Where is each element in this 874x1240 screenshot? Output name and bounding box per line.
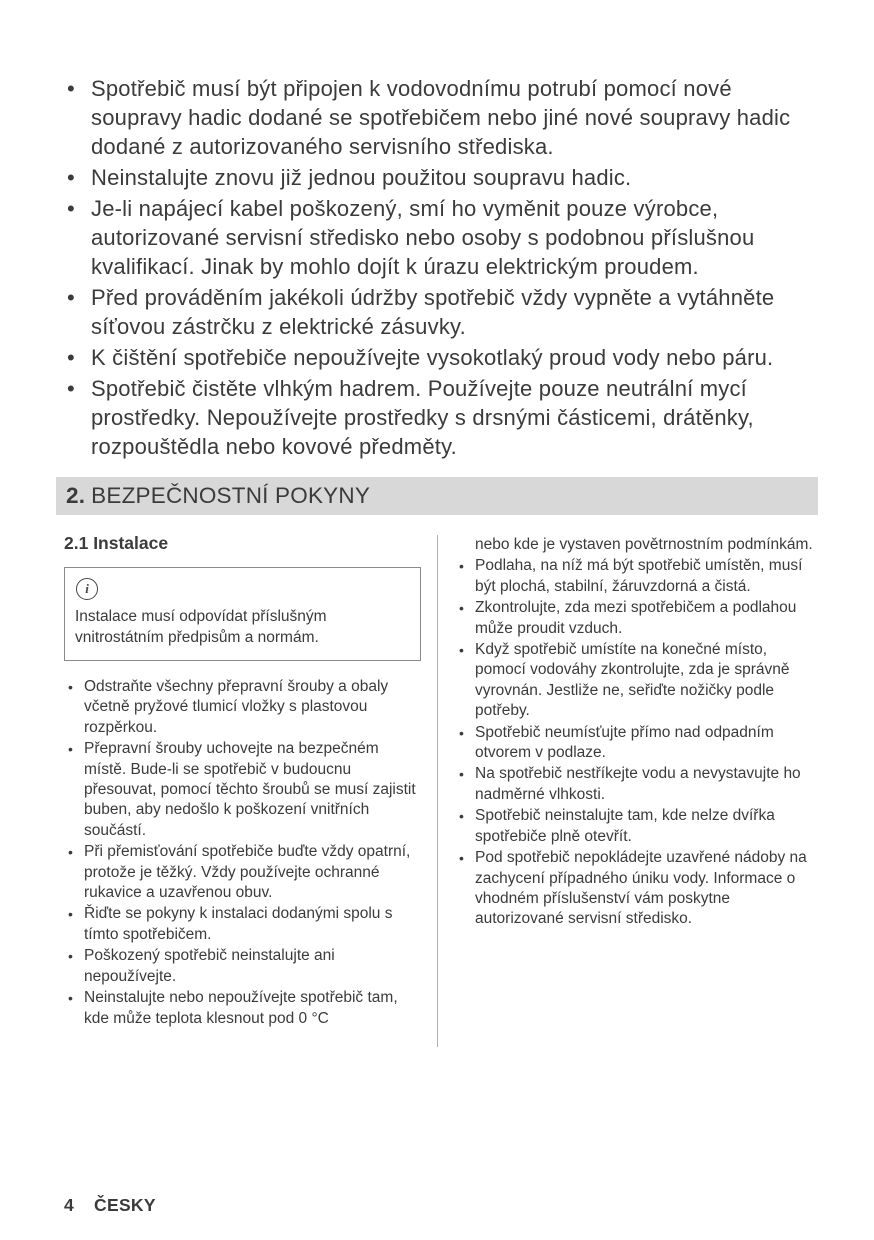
info-box [64,567,421,661]
list-item: • Zkontrolujte, zda mezi spotřebičem a podlahou může proudit vzduch. [455,598,816,639]
section-title: BEZPEČNOSTNÍ POKYNY [91,483,371,508]
two-column-body [64,533,816,1047]
intro-bullet-list [0,0,874,461]
language-label: ČESKY [94,1195,156,1215]
left-column [64,533,421,1047]
intro-bullet-item: • K čištění spotřebiče nepoužívejte vysokotlaký proud vody nebo páru. [64,343,816,372]
column-divider [437,535,438,1047]
intro-bullet-item: • Neinstalujte znovu již jednou použitou soupravu hadic. [64,163,816,192]
subsection-title: 2.1 Instalace [64,533,169,553]
intro-bullet-item: • Spotřebič čistěte vlhkým hadrem. Používejte pouze neutrální mycí prostředky. Nepoužívejte prostředky s drsnými částicemi, drátěnky, rozpouštědla nebo kovové předměty. [64,374,816,461]
list-item: • Řiďte se pokyny k instalaci dodanými spolu s tímto spotřebičem. [64,904,421,945]
list-item: • Spotřebič neumísťujte přímo nad odpadním otvorem v podlaze. [455,723,816,764]
list-item: • Neinstalujte nebo nepoužívejte spotřebič tam, kde může teplota klesnout pod 0 °C [64,988,421,1029]
list-item: • Přepravní šrouby uchovejte na bezpečném místě. Bude-li se spotřebič v budoucnu přesouvat, pomocí těchto šroubů se musí zajistit buben, aby nedošlo k poškození vnitřních součástí. [64,739,421,841]
installation-list-right [455,556,816,929]
continuation-text: nebo kde je vystaven povětrnostním podmínkám. [475,536,813,553]
info-icon: i [76,578,98,600]
intro-bullet-item: • Spotřebič musí být připojen k vodovodnímu potrubí pomocí nové soupravy hadic dodané se spotřebičem nebo jiné nové soupravy hadic dodané z autorizovaného servisního střediska. [64,74,816,161]
list-item: • Poškozený spotřebič neinstalujte ani nepoužívejte. [64,946,421,987]
info-box-text: Instalace musí odpovídat příslušným vnitrostátním předpisům a normám. [75,608,327,646]
list-item: • Podlaha, na níž má být spotřebič umístěn, musí být plochá, stabilní, žáruvzdorná a čistá. [455,556,816,597]
list-item: • Když spotřebič umístíte na konečné místo, pomocí vodováhy zkontrolujte, zda je správně vyrovnán. Jestliže ne, seřiďte nožičky podle potřeby. [455,640,816,722]
page-number: 4 [64,1195,75,1215]
list-item: • Odstraňte všechny přepravní šrouby a obaly včetně pryžové tlumicí vložky s plastovou rozpěrkou. [64,677,421,738]
intro-bullet-item: • Před prováděním jakékoli údržby spotřebič vždy vypněte a vytáhněte síťovou zástrčku z elektrické zásuvky. [64,283,816,341]
right-column [455,533,816,1047]
section-number: 2. [66,483,86,508]
intro-bullet-item: • Je-li napájecí kabel poškozený, smí ho vyměnit pouze výrobce, autorizované servisní středisko nebo osoby s podobnou příslušnou kvalifikací. Jinak by mohlo dojít k úrazu elektrickým proudem. [64,194,816,281]
section-header [56,477,818,515]
list-item: • Na spotřebič nestříkejte vodu a nevystavujte ho nadměrné vlhkosti. [455,764,816,805]
list-item: • Při přemisťování spotřebiče buďte vždy opatrní, protože je těžký. Vždy používejte ochranné rukavice a uzavřenou obuv. [64,842,421,903]
list-item: • Pod spotřebič nepokládejte uzavřené nádoby na zachycení případného úniku vody. Informace o vhodném příslušenství vám poskytne autorizované servisní středisko. [455,848,816,930]
list-item: • Spotřebič neinstalujte tam, kde nelze dvířka spotřebiče plně otevřít. [455,806,816,847]
installation-list-left [64,677,421,1029]
page-footer [64,1195,156,1216]
